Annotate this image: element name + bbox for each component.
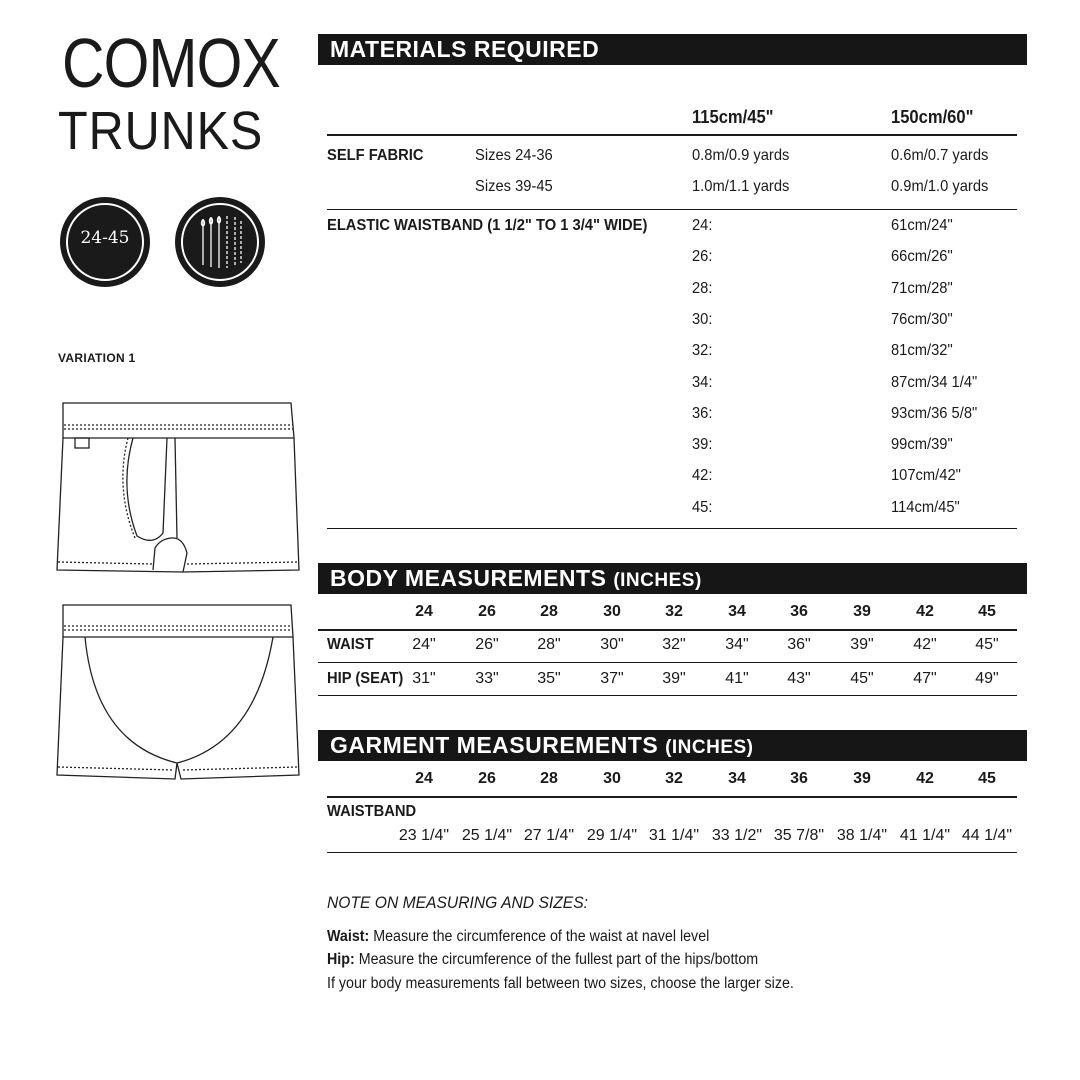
elastic-size: 26: bbox=[692, 248, 713, 266]
elastic-size: 30: bbox=[692, 310, 713, 328]
trunks-back-illustration bbox=[55, 603, 300, 785]
body-size-header: 32 bbox=[665, 603, 683, 620]
body-waist-value: 42" bbox=[913, 636, 937, 653]
body-size-header: 26 bbox=[478, 603, 496, 620]
self-fabric-150-1: 0.6m/0.7 yards bbox=[891, 147, 989, 164]
elastic-size: 36: bbox=[692, 404, 713, 422]
body-size-header: 36 bbox=[790, 603, 808, 620]
col-header-115: 115cm/45" bbox=[692, 107, 774, 127]
elastic-size: 24: bbox=[692, 217, 713, 234]
garment-size-header: 24 bbox=[415, 770, 433, 787]
self-fabric-label: SELF FABRIC bbox=[327, 147, 424, 164]
notes-title: NOTE ON MEASURING AND SIZES: bbox=[327, 893, 588, 912]
body-waist-value: 26" bbox=[475, 636, 499, 653]
body-hip-value: 33" bbox=[475, 670, 499, 687]
garment-waistband-value: 23 1/4" bbox=[398, 827, 450, 844]
body-waist-value: 32" bbox=[662, 636, 686, 653]
body-size-header: 30 bbox=[603, 603, 621, 620]
materials-heading: MATERIALS REQUIRED bbox=[330, 36, 600, 62]
hip-label: HIP (SEAT) bbox=[327, 670, 404, 687]
materials-heading-bar bbox=[318, 34, 1027, 65]
body-waist-value: 24" bbox=[412, 636, 436, 653]
garment-waistband-value: 35 7/8" bbox=[773, 827, 825, 844]
body-waist-value: 36" bbox=[787, 636, 811, 653]
body-size-header: 34 bbox=[728, 603, 746, 620]
body-hip-value: 47" bbox=[913, 670, 937, 687]
garment-waistband-value: 27 1/4" bbox=[523, 827, 575, 844]
body-hip-value: 45" bbox=[850, 670, 874, 687]
garment-waistband-value: 38 1/4" bbox=[836, 827, 888, 844]
variation-label: VARIATION 1 bbox=[58, 351, 136, 365]
elastic-size: 39: bbox=[692, 436, 713, 454]
elastic-length: 81cm/32" bbox=[891, 342, 953, 360]
size-range-badge bbox=[60, 197, 150, 287]
body-heading: BODY MEASUREMENTS (INCHES) bbox=[330, 565, 702, 591]
elastic-length: 114cm/45" bbox=[891, 498, 960, 516]
waistband-label: WAISTBAND bbox=[327, 803, 417, 820]
body-size-header: 39 bbox=[853, 603, 871, 620]
note-waist: Waist: Measure the circumference of the waist at navel level bbox=[327, 928, 710, 945]
elastic-label: ELASTIC WAISTBAND (1 1/2" TO 1 3/4" WIDE) bbox=[327, 217, 648, 234]
body-waist-value: 28" bbox=[537, 636, 561, 653]
body-waist-value: 39" bbox=[850, 636, 874, 653]
note-hip: Hip: Measure the circumference of the fullest part of the hips/bottom bbox=[327, 951, 759, 968]
garment-size-header: 34 bbox=[728, 770, 746, 787]
needles-badge bbox=[175, 197, 265, 287]
self-fabric-115-1: 0.8m/0.9 yards bbox=[692, 147, 790, 164]
col-header-150: 150cm/60" bbox=[891, 107, 974, 127]
body-size-header: 28 bbox=[540, 603, 558, 620]
elastic-size: 42: bbox=[692, 467, 713, 485]
body-heading-bar bbox=[318, 563, 1027, 594]
garment-waistband-value: 25 1/4" bbox=[461, 827, 513, 844]
garment-size-header: 30 bbox=[603, 770, 621, 787]
body-hip-value: 37" bbox=[600, 670, 624, 687]
elastic-length: 61cm/24" bbox=[891, 217, 953, 234]
waist-label: WAIST bbox=[327, 636, 374, 653]
garment-size-header: 32 bbox=[665, 770, 683, 787]
self-fabric-sizes-1: Sizes 24-36 bbox=[475, 147, 553, 164]
garment-waistband-value: 33 1/2" bbox=[711, 827, 763, 844]
self-fabric-sizes-2: Sizes 39-45 bbox=[475, 178, 553, 195]
garment-size-header: 42 bbox=[916, 770, 934, 787]
elastic-size: 32: bbox=[692, 342, 713, 360]
trunks-front-illustration bbox=[55, 398, 300, 580]
elastic-size: 28: bbox=[692, 279, 713, 297]
elastic-size: 45: bbox=[692, 498, 713, 516]
elastic-length: 99cm/39" bbox=[891, 436, 953, 454]
elastic-length: 107cm/42" bbox=[891, 467, 961, 485]
garment-waistband-value: 41 1/4" bbox=[899, 827, 951, 844]
body-hip-value: 31" bbox=[412, 670, 436, 687]
garment-size-header: 26 bbox=[478, 770, 496, 787]
body-hip-value: 49" bbox=[975, 670, 999, 687]
body-waist-value: 34" bbox=[725, 636, 749, 653]
needles-icon bbox=[175, 197, 265, 287]
body-hip-value: 43" bbox=[787, 670, 811, 687]
elastic-length: 66cm/26" bbox=[891, 248, 953, 266]
garment-waistband-value: 31 1/4" bbox=[648, 827, 700, 844]
garment-size-header: 36 bbox=[790, 770, 808, 787]
elastic-length: 71cm/28" bbox=[891, 279, 953, 297]
body-hip-value: 41" bbox=[725, 670, 749, 687]
self-fabric-150-2: 0.9m/1.0 yards bbox=[891, 178, 989, 195]
elastic-length: 87cm/34 1/4" bbox=[891, 373, 978, 391]
body-size-header: 45 bbox=[978, 603, 996, 620]
garment-heading-bar bbox=[318, 730, 1027, 761]
elastic-length: 93cm/36 5/8" bbox=[891, 404, 978, 422]
body-hip-value: 35" bbox=[537, 670, 561, 687]
body-size-header: 24 bbox=[415, 603, 433, 620]
body-waist-value: 30" bbox=[600, 636, 624, 653]
self-fabric-115-2: 1.0m/1.1 yards bbox=[692, 178, 790, 195]
elastic-size: 34: bbox=[692, 373, 713, 391]
garment-heading: GARMENT MEASUREMENTS (INCHES) bbox=[330, 732, 754, 758]
pattern-title-line1: COMOX bbox=[62, 24, 280, 102]
garment-size-header: 28 bbox=[540, 770, 558, 787]
note-advice: If your body measurements fall between two sizes, choose the larger size. bbox=[327, 975, 794, 992]
size-range-text: 24-45 bbox=[80, 228, 130, 248]
body-hip-value: 39" bbox=[662, 670, 686, 687]
elastic-length: 76cm/30" bbox=[891, 310, 953, 328]
body-size-header: 42 bbox=[916, 603, 934, 620]
body-waist-value: 45" bbox=[975, 636, 999, 653]
garment-size-header: 45 bbox=[978, 770, 996, 787]
garment-waistband-value: 29 1/4" bbox=[586, 827, 638, 844]
garment-size-header: 39 bbox=[853, 770, 871, 787]
garment-waistband-value: 44 1/4" bbox=[961, 827, 1013, 844]
pattern-title-line2: TRUNKS bbox=[58, 101, 264, 161]
